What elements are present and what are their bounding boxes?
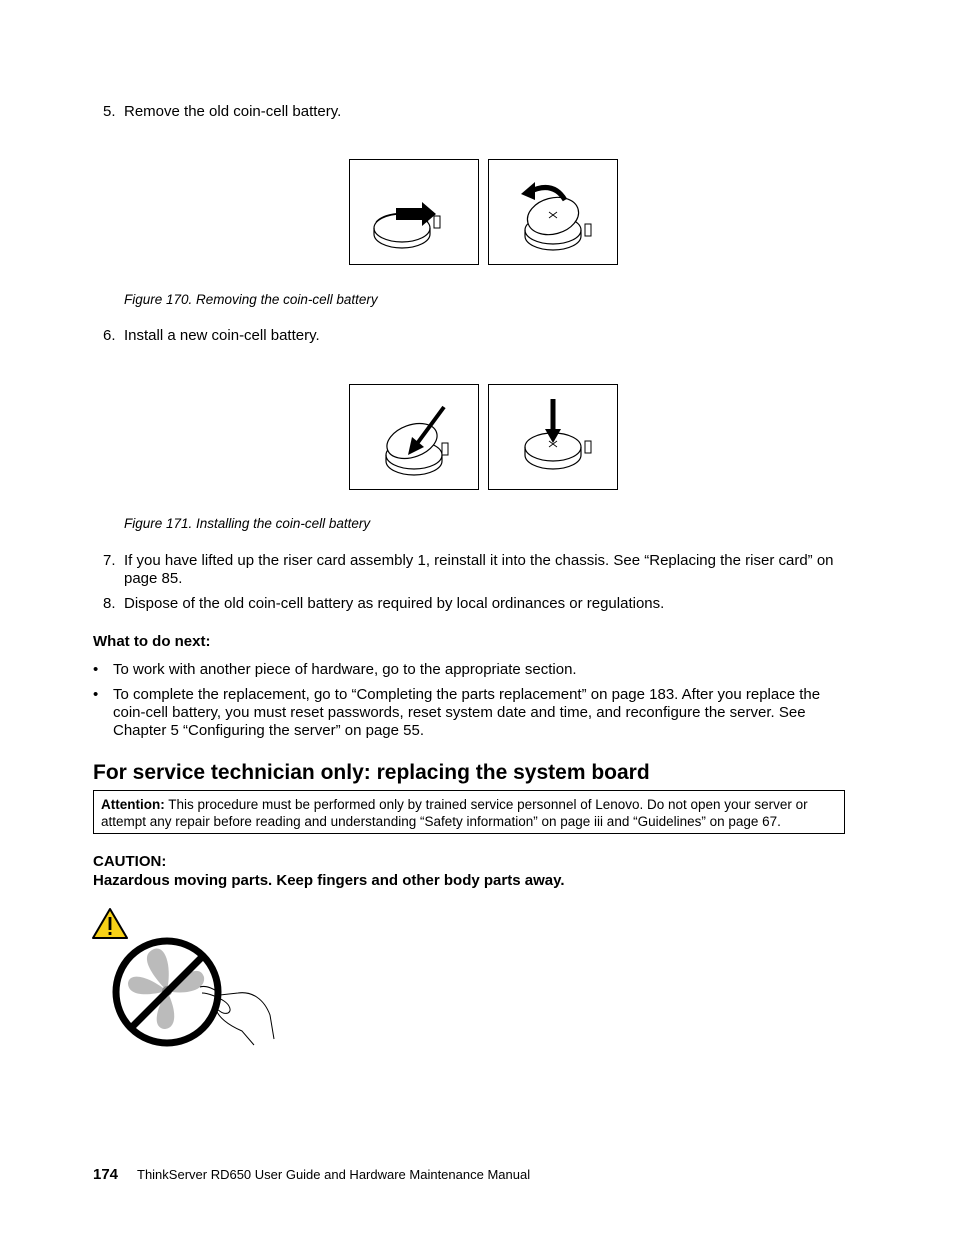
step-text: Install a new coin-cell battery. — [124, 327, 320, 344]
bullet-marker: • — [93, 686, 99, 703]
step-number: 5. — [103, 103, 116, 120]
battery-removal-lift-illustration — [489, 160, 617, 264]
what-to-do-next-title: What to do next: — [93, 633, 211, 650]
section-heading: For service technician only: replacing the system board — [93, 761, 650, 784]
bullet-marker: • — [93, 661, 99, 678]
step-text: Dispose of the old coin-cell battery as required by local ordinances or regulations. — [124, 595, 665, 612]
step-text: If you have lifted up the riser card assembly 1, reinstall it into the chassis. See “Replacing the riser card” on page 85. — [124, 552, 834, 587]
figure-170-panel-left — [349, 159, 479, 265]
figure-171-caption: Figure 171. Installing the coin-cell battery — [124, 516, 371, 531]
document-title: ThinkServer RD650 User Guide and Hardware Maintenance Manual — [137, 1167, 531, 1182]
moving-parts-hazard-icon — [92, 905, 276, 1050]
attention-notice — [93, 790, 845, 834]
battery-insert-press-illustration — [489, 385, 617, 489]
attention-text: This procedure must be performed only by trained service personnel of Lenovo. Do not open your server or attempt any repair before reading and understanding “Safety information” on page iii and “Guidelines” on page 67. — [101, 797, 808, 829]
battery-insert-tilt-illustration — [350, 385, 478, 489]
step-number: 7. — [103, 552, 116, 569]
step-text: Remove the old coin-cell battery. — [124, 103, 342, 120]
step-number: 6. — [103, 327, 116, 344]
figure-171-panel-right — [488, 384, 618, 490]
battery-removal-push-illustration — [350, 160, 478, 264]
page-number: 174 — [93, 1166, 119, 1183]
caution-text: Hazardous moving parts. Keep fingers and other body parts away. — [93, 872, 565, 889]
bullet-text: To complete the replacement, go to “Completing the parts replacement” on page 183. After you replace the coin-cell battery, you must reset passwords, reset system date and time, and reconfigure the server. See Chapter 5 “Configuring the server” on page 55. — [113, 686, 821, 739]
step-number: 8. — [103, 595, 116, 612]
figure-170-caption: Figure 170. Removing the coin-cell battery — [124, 292, 378, 307]
figure-170-panel-right — [488, 159, 618, 265]
attention-label: Attention: — [101, 797, 165, 812]
figure-171-panel-left — [349, 384, 479, 490]
caution-label: CAUTION: — [93, 853, 167, 870]
bullet-text: To work with another piece of hardware, go to the appropriate section. — [113, 661, 577, 678]
